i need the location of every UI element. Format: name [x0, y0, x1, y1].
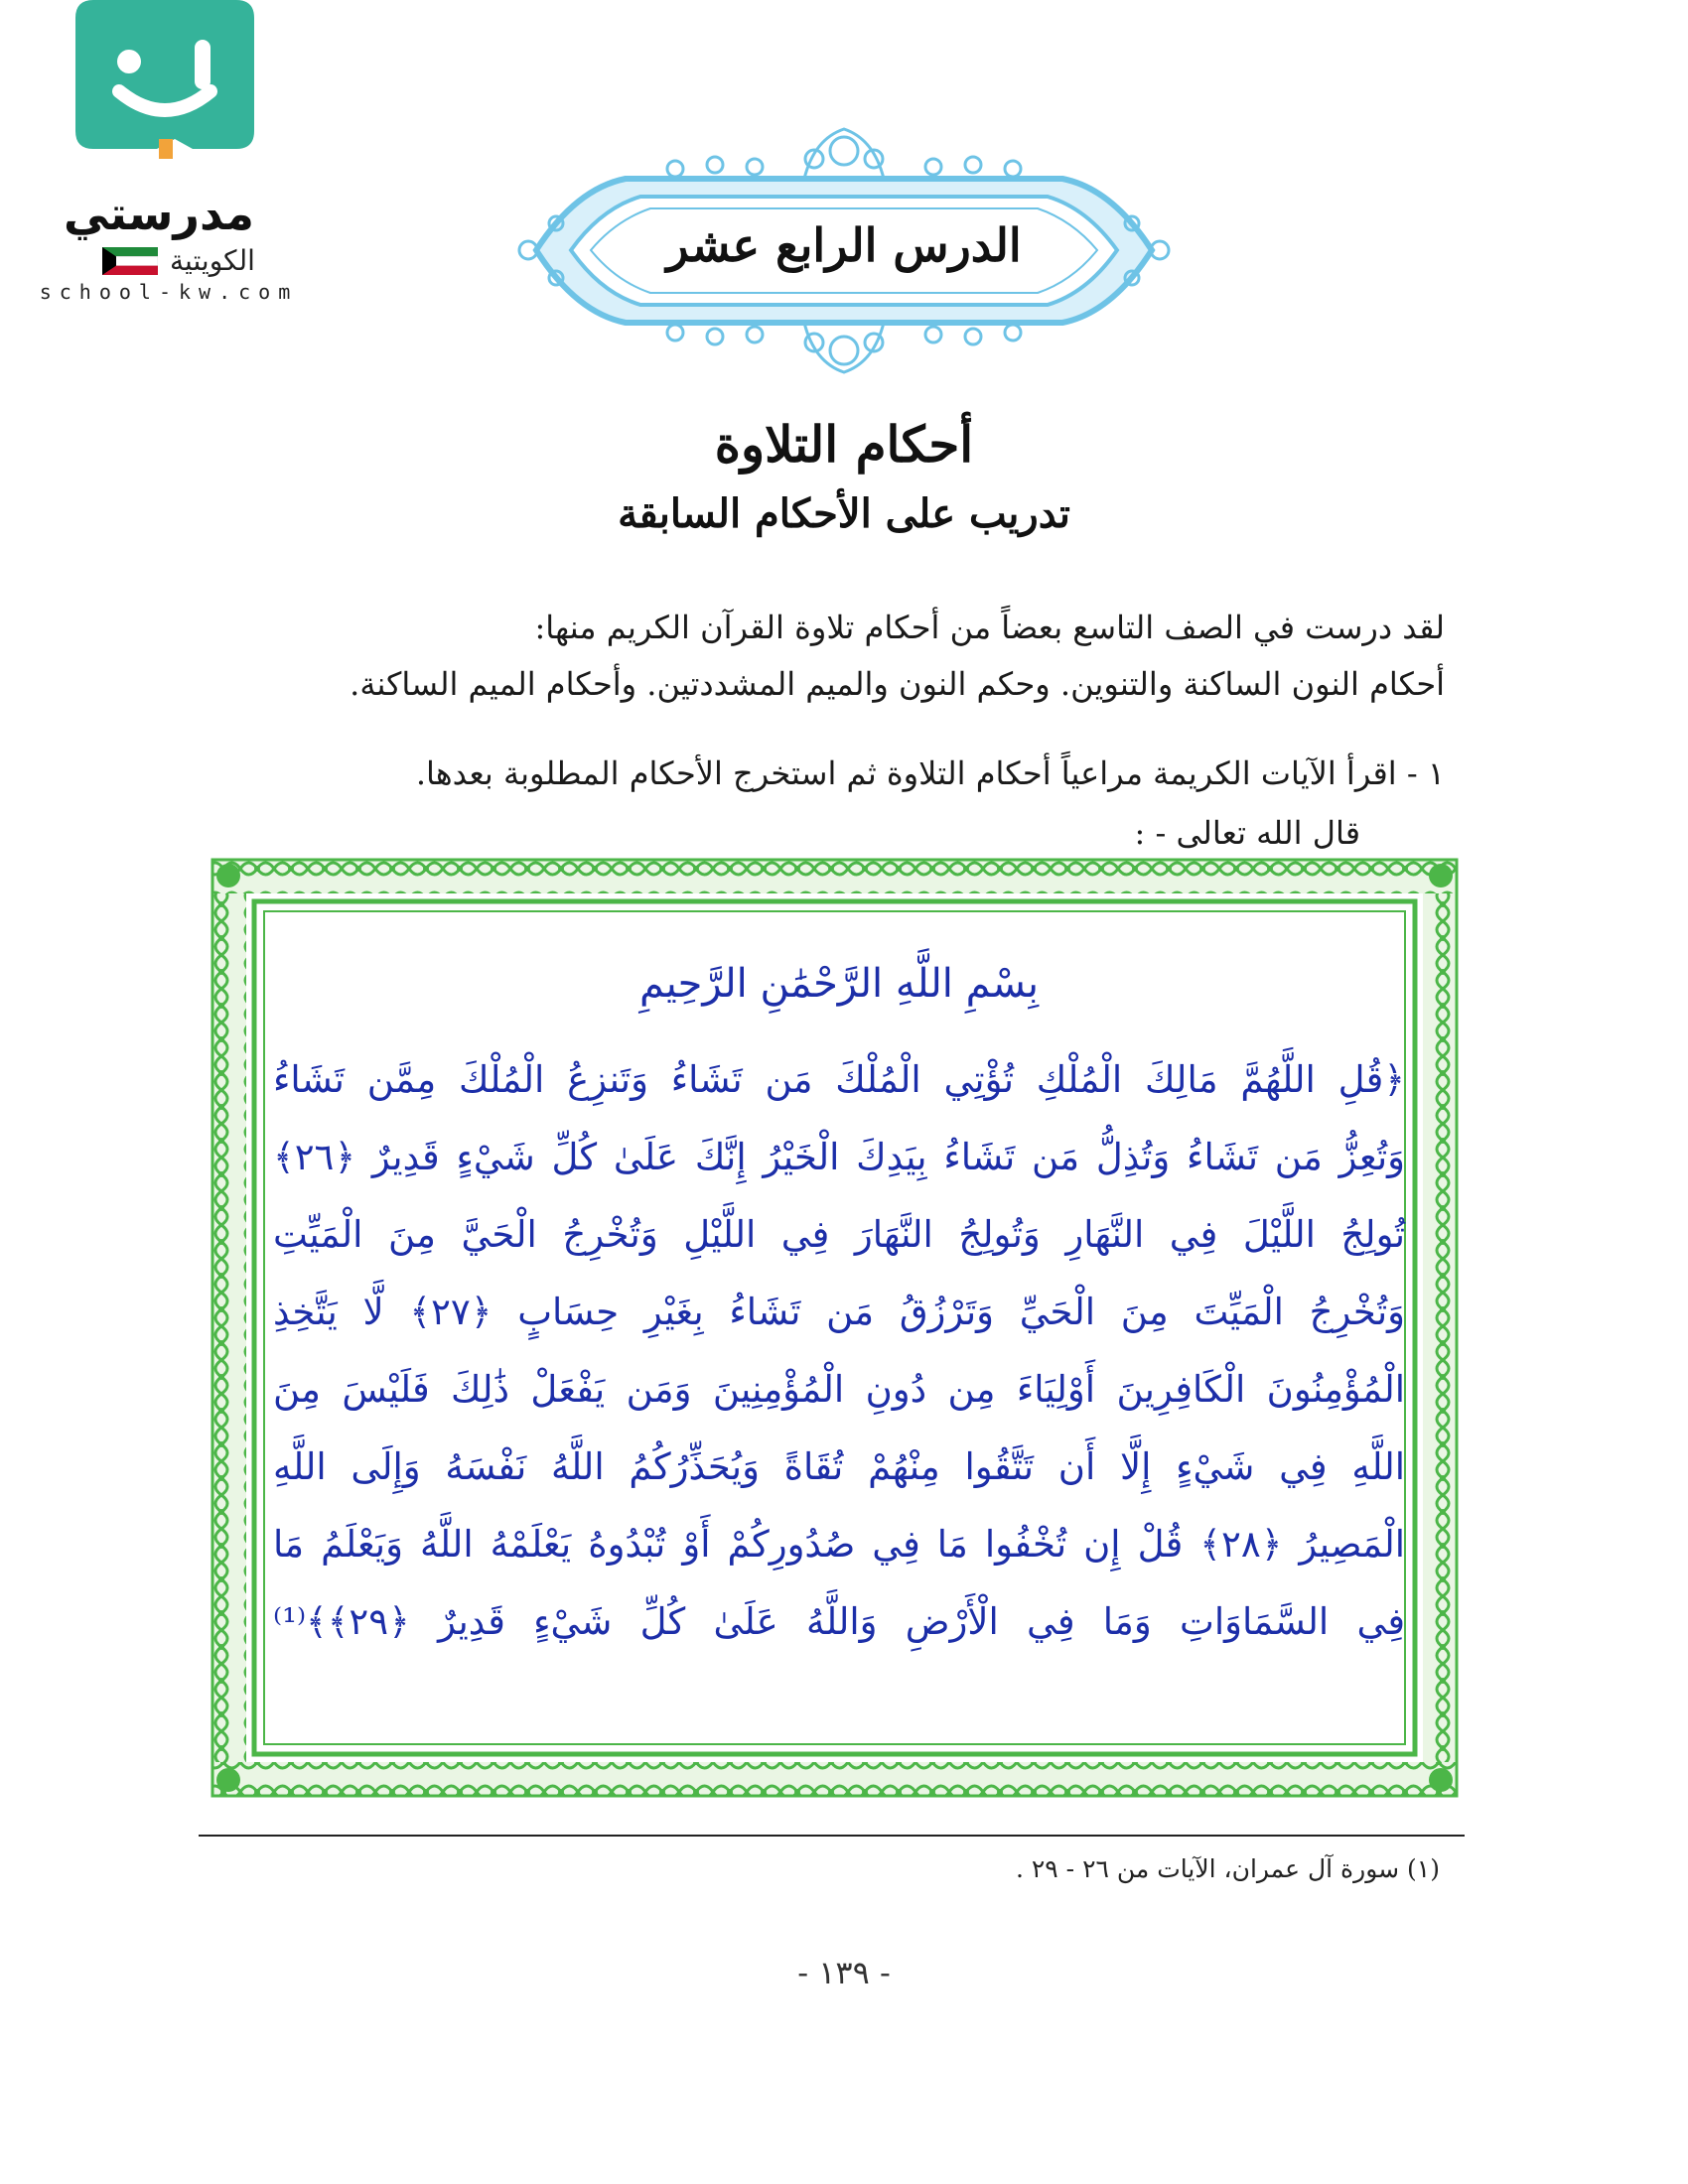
page-number: - ١٣٩ - [797, 1954, 891, 1991]
verse-line: وَتُخْرِجُ الْمَيِّتَ مِنَ الْحَيِّ وَتَرْزُقُ مَن تَشَاءُ بِغَيْرِ حِسَابٍ ﴿٢٧﴾ لَّا يَتَّخِذِ [273, 1291, 1405, 1333]
lesson-title: الدرس الرابع عشر [666, 218, 1022, 272]
verse-line: الْمَصِيرُ ﴿٢٨﴾ قُلْ إِن تُخْفُوا مَا فِي صُدُورِكُمْ أَوْ تُبْدُوهُ يَعْلَمْهُ اللَّهُ وَيَعْلَمُ مَا [273, 1523, 1405, 1566]
verse-line: تُولِجُ اللَّيْلَ فِي النَّهَارِ وَتُولِجُ النَّهَارَ فِي اللَّيْلِ وَتُخْرِجُ الْحَيَّ مِنَ الْمَيِّتِ [273, 1213, 1405, 1256]
brand-url: school-kw.com [39, 280, 299, 304]
quote-intro: قال الله تعالى - : [1134, 814, 1360, 852]
footnote: (١) سورة آل عمران، الآيات من ٢٦ - ٢٩ . [1015, 1854, 1440, 1883]
footnote-divider [199, 1835, 1465, 1837]
page-subtitle: تدريب على الأحكام السابقة [618, 490, 1070, 537]
kuwait-flag-icon [102, 247, 158, 275]
brand-subtitle-row [60, 244, 298, 277]
verse-line: فِي السَّمَاوَاتِ وَمَا فِي الْأَرْضِ وَاللَّهُ عَلَىٰ كُلِّ شَيْءٍ قَدِيرٌ ﴿٢٩﴾﴾⁽¹⁾ [273, 1600, 1405, 1643]
verse-line: اللَّهِ فِي شَيْءٍ إِلَّا أَن تَتَّقُوا مِنْهُمْ تُقَاةً وَيُحَذِّرُكُمُ اللَّهُ نَفْسَهُ وَإِلَى اللَّهِ [273, 1445, 1405, 1488]
book-smile-icon [75, 0, 254, 159]
intro-paragraph-line-1: لقد درست في الصف التاسع بعضاً من أحكام تلاوة القرآن الكريم منها: [534, 609, 1445, 646]
brand-subtitle: الكويتية [170, 244, 255, 277]
verse-line: ﴿قُلِ اللَّهُمَّ مَالِكَ الْمُلْكِ تُؤْتِي الْمُلْكَ مَن تَشَاءُ وَتَنزِعُ الْمُلْكَ مِمَّن تَشَاءُ [273, 1058, 1405, 1101]
lesson-header-cartouche [516, 119, 1172, 382]
quran-verses [273, 948, 1405, 1661]
verse-line: وَتُعِزُّ مَن تَشَاءُ وَتُذِلُّ مَن تَشَاءُ بِيَدِكَ الْخَيْرُ إِنَّكَ عَلَىٰ كُلِّ شَيْءٍ قَدِيرٌ ﴿٢٦﴾ [273, 1136, 1405, 1178]
verse-line: الْمُؤْمِنُونَ الْكَافِرِينَ أَوْلِيَاءَ مِن دُونِ الْمُؤْمِنِينَ وَمَن يَفْعَلْ ذَٰلِكَ فَلَيْسَ مِنَ [273, 1368, 1405, 1411]
page-title: أحكام التلاوة [714, 415, 974, 474]
brand-name: مدرستي [63, 187, 255, 240]
basmala: بِسْمِ اللَّهِ الرَّحْمَٰنِ الرَّحِيمِ [638, 961, 1040, 1007]
exercise-instruction: ١ - اقرأ الآيات الكريمة مراعياً أحكام التلاوة ثم استخرج الأحكام المطلوبة بعدها. [415, 754, 1445, 792]
school-logo [20, 0, 298, 318]
intro-paragraph-line-2: أحكام النون الساكنة والتنوين. وحكم النون والميم المشددتين. وأحكام الميم الساكنة. [350, 665, 1445, 703]
